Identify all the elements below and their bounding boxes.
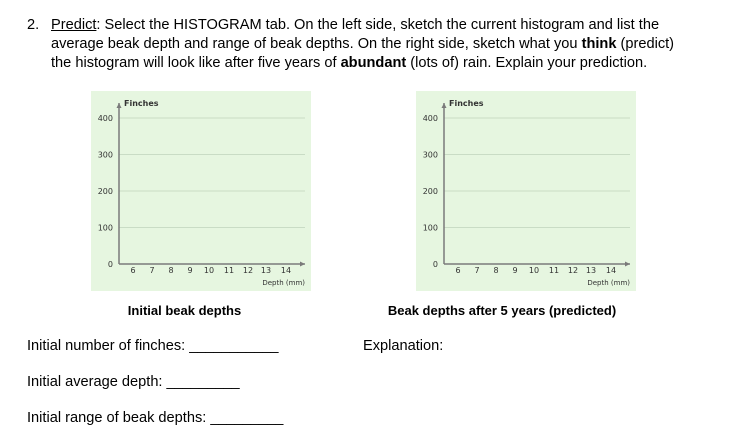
question-prompt — [27, 16, 717, 73]
y-tick-label: 300 — [422, 150, 438, 160]
x-tick-label: 11 — [548, 266, 560, 275]
question-text — [51, 16, 717, 73]
initial-histogram-caption: Initial beak depths — [127, 303, 242, 318]
y-tick-label: 200 — [422, 187, 438, 196]
x-tick-label: 6 — [455, 266, 461, 275]
abundant-emphasis: abundant — [340, 55, 407, 71]
y-tick-label: 300 — [97, 150, 113, 160]
x-tick-label: 6 — [130, 266, 136, 275]
x-tick-label: 8 — [168, 266, 174, 275]
y-tick-label: 0 — [107, 260, 113, 269]
x-tick-label: 12 — [242, 266, 254, 275]
predicted-histogram — [416, 91, 636, 291]
range-of-depths-field[interactable]: Initial range of beak depths: _________ — [27, 410, 284, 426]
x-tick-label: 13 — [260, 266, 272, 275]
x-tick-label: 11 — [223, 266, 235, 275]
question-line-1: : Select the HISTOGRAM tab. On the left side, sketch the current histogram and list the — [96, 17, 660, 33]
x-tick-label: 7 — [474, 266, 480, 275]
average-depth-field[interactable]: Initial average depth: _________ — [27, 374, 240, 390]
y-axis-title: Finches — [124, 99, 159, 108]
y-axis-title: Finches — [449, 99, 484, 108]
predicted-histogram-caption: Beak depths after 5 years (predicted) — [387, 303, 617, 318]
x-tick-label: 10 — [203, 266, 215, 275]
question-line-3-end: (lots of) rain. Explain your prediction. — [406, 55, 648, 71]
x-axis-title: Depth (mm) — [587, 279, 630, 287]
number-of-finches-field[interactable]: Initial number of finches: ___________ — [27, 338, 279, 354]
x-tick-label: 14 — [605, 266, 617, 275]
y-tick-label: 400 — [97, 114, 113, 123]
x-tick-label: 9 — [512, 266, 518, 275]
x-tick-label: 8 — [493, 266, 499, 275]
predicted-histogram-plot — [416, 91, 636, 291]
question-line-2-end: (predict) — [616, 36, 675, 52]
y-tick-label: 200 — [97, 187, 113, 196]
predict-label: Predict — [51, 17, 97, 33]
initial-histogram — [91, 91, 311, 291]
y-tick-label: 100 — [422, 223, 438, 233]
x-tick-label: 7 — [149, 266, 155, 275]
question-number: 2. — [27, 17, 40, 33]
x-tick-label: 9 — [187, 266, 193, 275]
x-axis-title: Depth (mm) — [262, 279, 305, 287]
x-tick-label: 13 — [585, 266, 597, 275]
initial-histogram-plot — [91, 91, 311, 291]
y-tick-label: 0 — [432, 260, 438, 269]
question-line-3: the histogram will look like after five years of — [51, 55, 341, 71]
y-tick-label: 100 — [97, 223, 113, 233]
x-tick-label: 14 — [280, 266, 292, 275]
explanation-field[interactable]: Explanation: — [363, 338, 444, 354]
x-tick-label: 10 — [528, 266, 540, 275]
y-tick-label: 400 — [422, 114, 438, 123]
think-emphasis: think — [581, 36, 617, 52]
question-line-2: average beak depth and range of beak depths. On the right side, sketch what you — [51, 36, 582, 52]
x-tick-label: 12 — [567, 266, 579, 275]
